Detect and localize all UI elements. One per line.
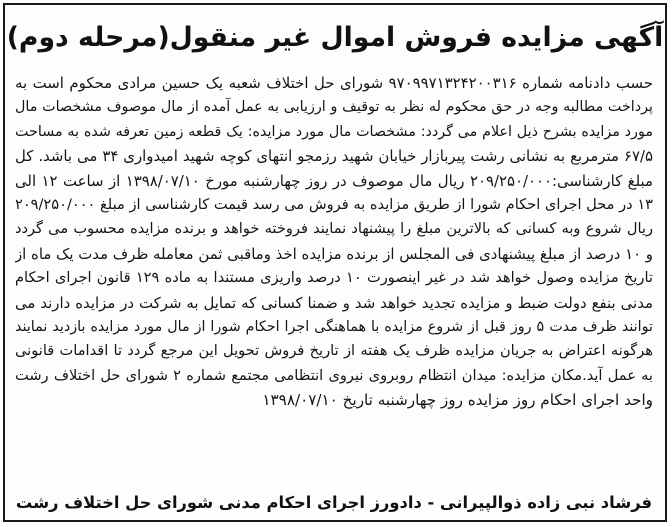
body-line: ۶۷/۵ مترمربع به نشانی رشت پیربازار خیابان شهید رزمجو انتهای کوچه شهید امیدواری ۳۴ می باشد. کل — [15, 147, 653, 166]
notice-frame — [3, 3, 667, 522]
body-line: حسب دادنامه شماره ۹۷۰۹۹۷۱۳۲۴۲۰۰۳۱۶ شورای حل اختلاف شعبه یک حسین مرادی محکوم است به — [15, 74, 653, 92]
body-line: تاریخ مزایده وصول خواهد شد در غیر اینصورت ۱۰ درصد واریزی مستندا به ماده ۱۲۹ قانون اجرای احکام — [15, 269, 653, 287]
body-line: هرگونه اعتراض به جریان مزایده ظرف یک هفته از تاریخ فروش تحویل این مرجع گردد تا اقدامات قانونی — [15, 342, 653, 360]
body-line: مبلغ کارشناسی:۲۰۹/۲۵۰/۰۰۰ ریال مال موصوف در روز چهارشنبه مورخ ۱۳۹۸/۰۷/۱۰ از ساعت ۱۲ الی — [15, 171, 653, 190]
body-line: واحد اجرای احکام روز مزایده روز چهارشنبه تاریخ ۱۳۹۸/۰۷/۱۰ — [262, 391, 653, 410]
body-line: ریال شروع وبه کسانی که بالاترین مبلغ را پیشنهاد نمایند فروخته خواهد و برنده مزایده محسوب می گردد — [15, 220, 653, 238]
body-line: و ۱۰ درصد از مبلغ پیشنهادی فی المجلس از برنده مزایده اخذ وماقبی ثمن معامله ظرف مدت یک ماه از — [15, 244, 653, 263]
notice-title: آگهی مزایده فروش اموال غیر منقول(مرحله دوم) — [6, 22, 664, 53]
body-line: مدنی بنفع دولت ضبط و مزایده تجدید خواهد شد و ضمنا کسانی که تمایل به شرکت در مزایده دارند می — [15, 293, 653, 312]
body-line: ۱۳ در محل اجرای احکام شورا از طریق مزایده به فروش می رسد قیمت کارشناسی از مبلغ ۲۰۹/۲۵۰/۰۰۰ — [15, 196, 653, 214]
body-line: پرداخت مطالبه وجه در حق محکوم له نظر به توقیف و ارزیابی به عمل آمده از مال موصوف مشخصات مال — [15, 99, 653, 116]
body-line: مورد مزایده بشرح ذیل اعلام می گردد: مشخصات مال مورد مزایده: یک قطعه زمین تعرفه شده به مساحت — [15, 123, 653, 140]
body-line: توانند ظرف مدت ۵ روز قبل از شروع مزایده با هماهنگی اجرا احکام شورا از مال مورد مزایده بازدید نمایند — [15, 319, 653, 336]
body-line: به عمل آید.مکان مزایده: میدان انتظام روبروی نیروی انتظامی مجتمع شماره ۲ شورای حل اختلاف رشت — [15, 366, 653, 384]
notice-body — [15, 71, 653, 485]
notice-signature: فرشاد نبی زاده ذوالپیرانی - دادورز اجرای احکام مدنی شورای حل اختلاف رشت — [15, 493, 653, 512]
